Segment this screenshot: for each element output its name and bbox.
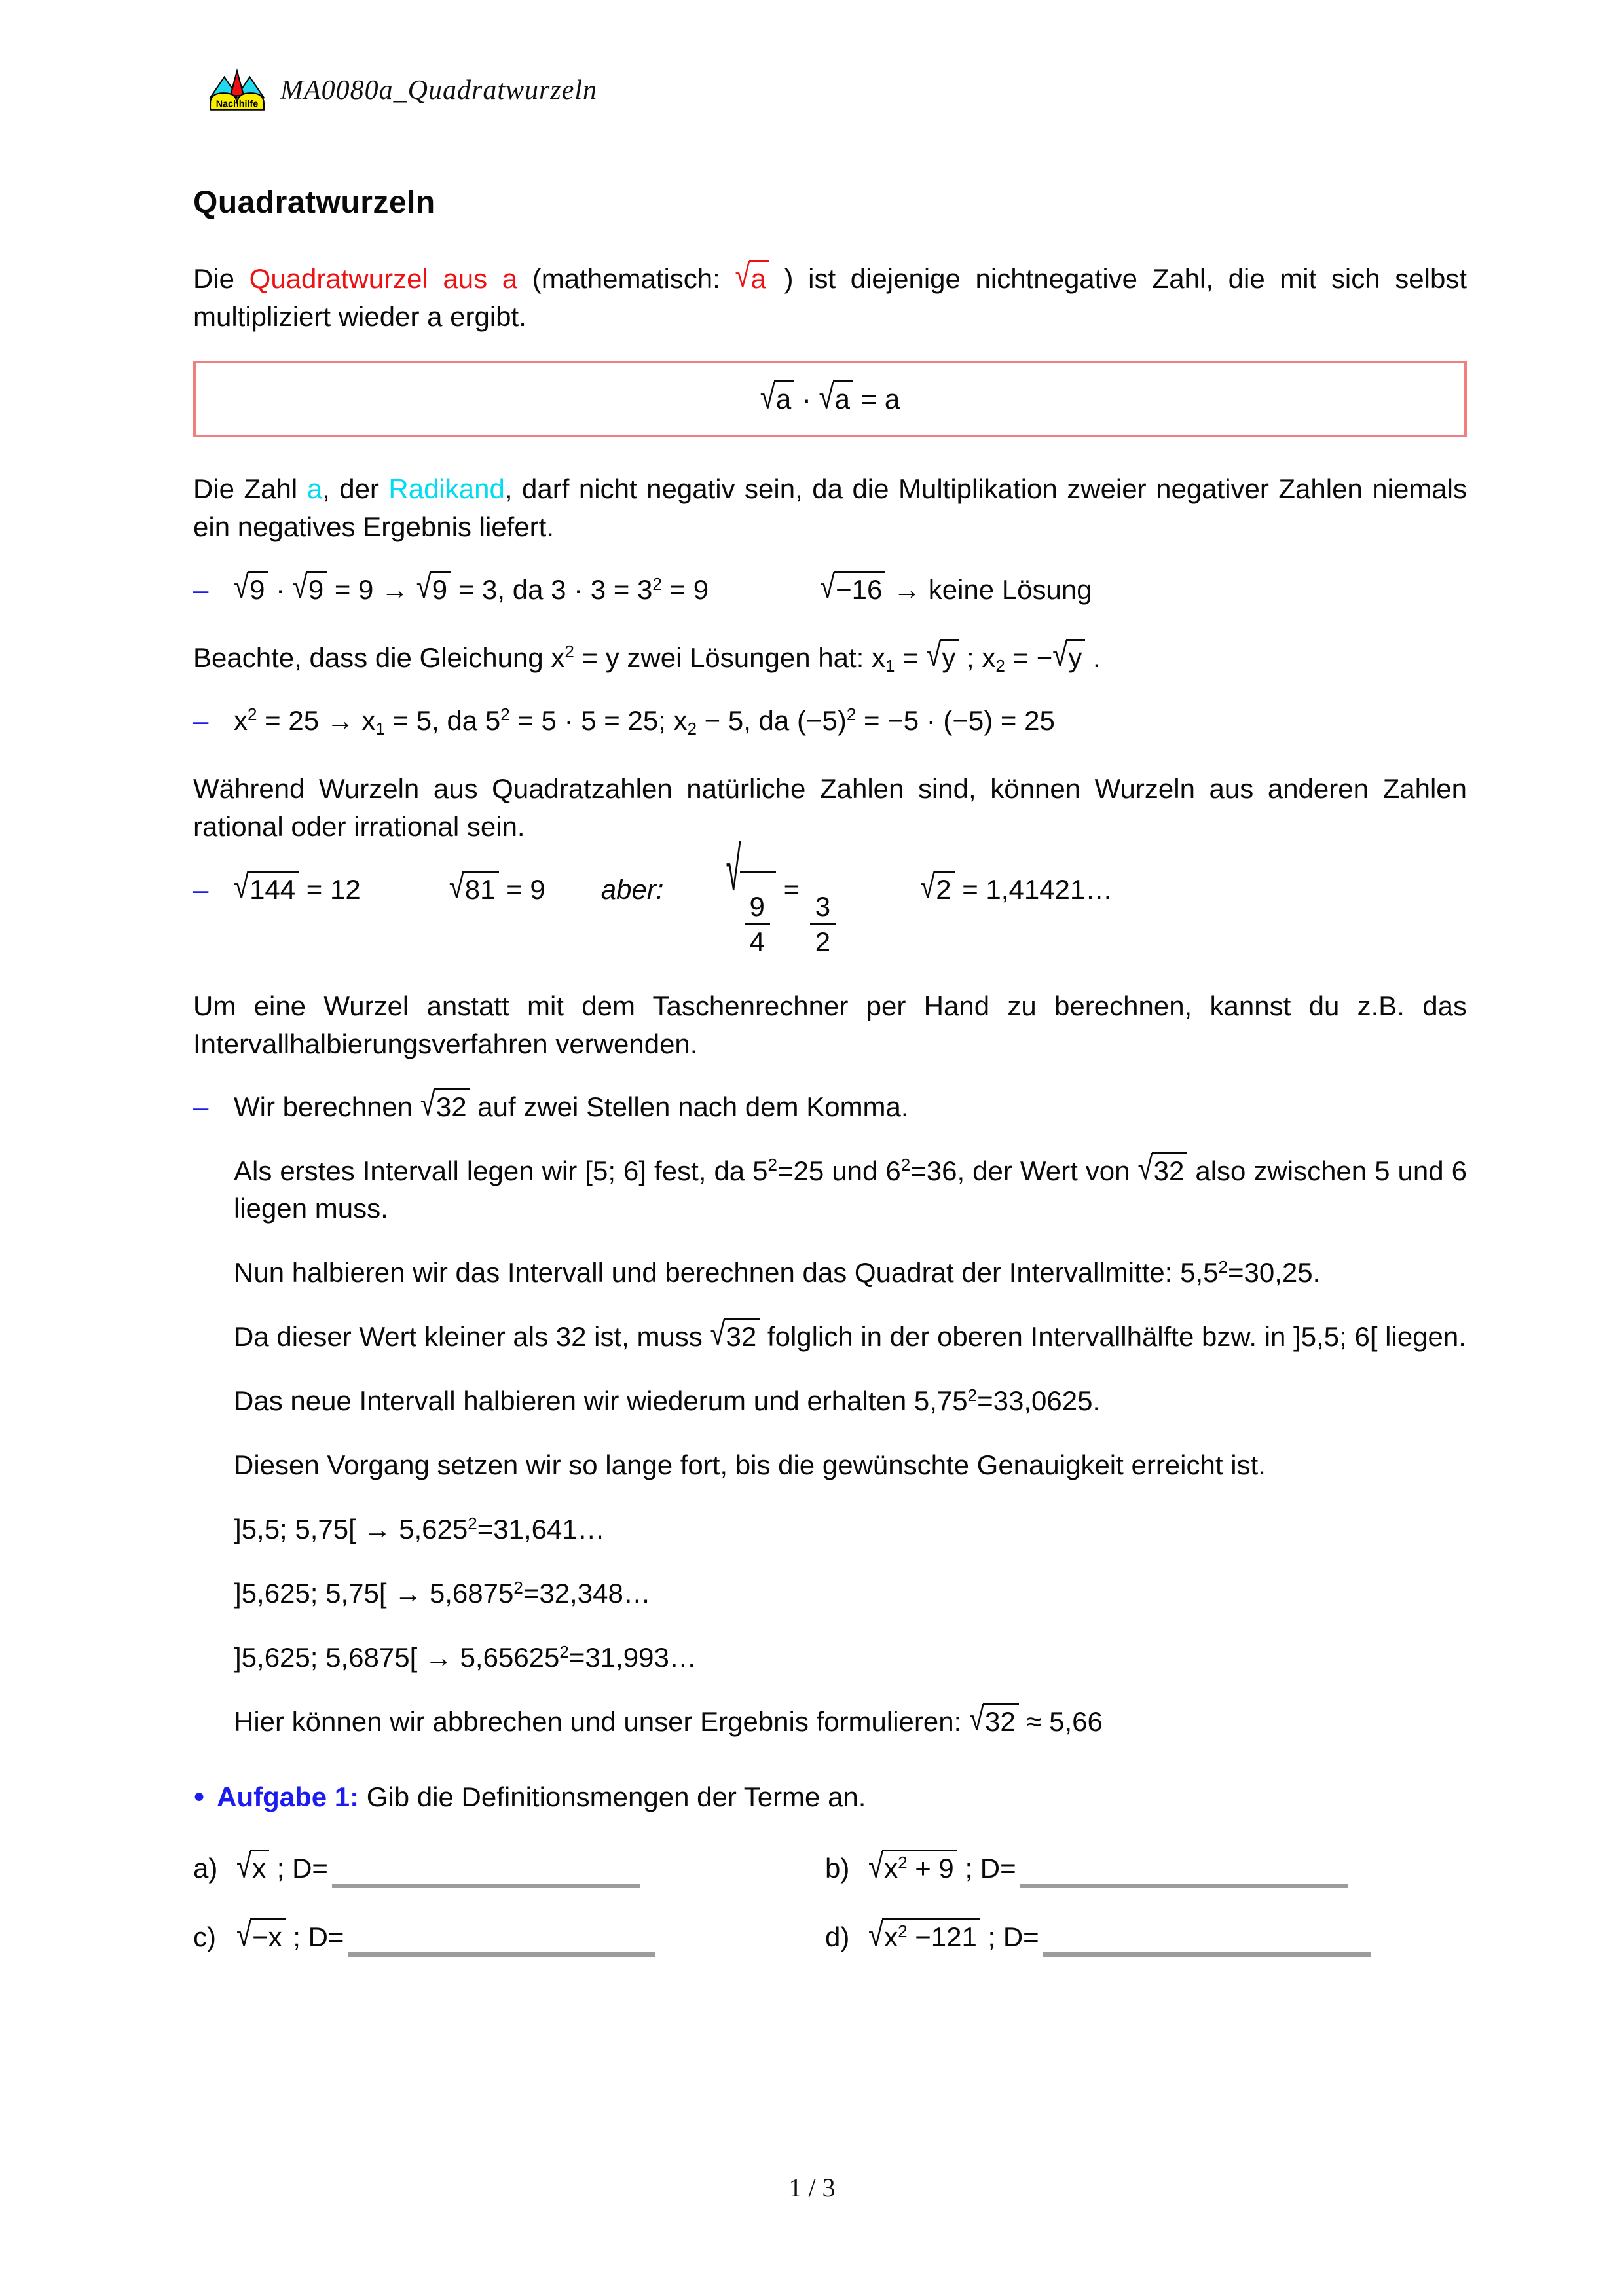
step-interval-1: ]5,5; $5,75[ \to 5,625^2=31,641\dots$ — [234, 1513, 605, 1545]
exercise-label: b) — [825, 1853, 850, 1884]
exercise-label: d) — [825, 1922, 850, 1953]
dash-bullet-icon: – — [193, 704, 209, 736]
nachhilfe-logo-icon — [208, 68, 266, 113]
step-berechnen-text: Wir berechnen √32 auf zwei Stellen nach dem Komma. — [234, 1084, 909, 1123]
example-sqrt9 — [193, 567, 1467, 609]
exercise-item-d — [825, 1915, 1467, 1954]
answer-blank-line — [1020, 1861, 1348, 1888]
text-segment: Aufgabe 1: — [217, 1781, 360, 1813]
step-halve-interval: Nun halbieren wir das Intervall und berechnen das Quadrat der Intervallmitte: $5,5^2=30,25$. — [234, 1257, 1321, 1288]
example-rational-irrational — [193, 833, 1467, 957]
step-repeat: Diesen Vorgang setzen wir so lange fort, bis die gewünschte Genauigkeit erreicht ist. — [234, 1449, 1266, 1481]
exercise-label: a) — [193, 1853, 218, 1884]
dash-bullet-icon: – — [193, 574, 209, 605]
formula-box: √a · √a = a — [193, 361, 1467, 437]
text-segment: ) ist diejenige nichtnegative Zahl, die mit sich selbst multipliziert wieder a ergibt. — [193, 263, 1467, 332]
example-rational-formula — [234, 833, 1113, 957]
exercise-term: √−x ; D= — [236, 1915, 344, 1954]
text-segment: aber: — [600, 873, 664, 905]
exercise-term: $√x^2 -121$ ; D= — [868, 1915, 1039, 1954]
page-number: 1 / 3 — [788, 2173, 836, 2202]
exercise-item-c — [193, 1915, 825, 1954]
step-interval-3: ]5,625; $5,6875[ \to 5,65625^2=31,993\dots$ — [234, 1641, 697, 1673]
page-title: Quadratwurzeln — [193, 185, 435, 220]
answer-blank-line — [1043, 1929, 1371, 1957]
text-segment: Quadratwurzel aus a — [249, 263, 518, 294]
text-segment: √ $\frac{9}{4}$ = $\frac{3}{2}$ — [726, 874, 838, 905]
content-column — [193, 185, 1467, 1953]
text-segment: (mathematisch: — [517, 263, 735, 294]
text-segment: √a — [735, 263, 769, 294]
text-segment: √144 = 12 — [234, 867, 361, 905]
exercise-term: √x ; D= — [236, 1846, 328, 1885]
example-sqrt9-formula — [234, 567, 1092, 609]
step-upper-half: Da dieser Wert kleiner als 32 ist, muss √32 folglich in der oberen Intervallhälfte bzw. in ]5,5; 6[ liegen. — [234, 1315, 1466, 1353]
text-segment: Die Zahl — [193, 473, 307, 504]
dash-bullet-icon: – — [193, 873, 209, 905]
text-segment: , der — [322, 473, 389, 504]
paragraph-beachte: Beachte, dass die Gleichung $x^2 = y$ zwei Lösungen hat: $x_1 = √y$ ; $x_2 = -√y$ . — [193, 635, 1101, 676]
text-segment: Gib die Definitionsmengen der Terme an. — [359, 1781, 866, 1813]
answer-blank-line — [348, 1929, 655, 1957]
exercise-item-a — [193, 1846, 825, 1885]
exercise-item-b — [825, 1846, 1467, 1885]
document-title-header: MA0080a_Quadratwurzeln — [280, 75, 597, 105]
text-segment: √81 = 9 — [449, 867, 545, 905]
aufgabe-1-text — [217, 1781, 866, 1813]
page-header — [208, 68, 597, 113]
text-segment: , darf nicht negativ sein, da die Multiplikation zweier negativer Zahlen niemals ein negatives Ergebnis liefert. — [193, 473, 1467, 542]
exercise-label: c) — [193, 1922, 216, 1953]
exercise-term: $√x^2 + 9$ ; D= — [868, 1846, 1016, 1885]
text-segment: √9 · √9 = 9 → √9 = 3, da $3 \cdot 3 = 3^2 = 9$ — [234, 567, 709, 606]
text-segment: a — [306, 473, 323, 504]
paragraph-intervallhalbierung: Um eine Wurzel anstatt mit dem Taschenrechner per Hand zu berechnen, kannst du z.B. das Intervallhalbierungsverfahren verwenden. — [193, 990, 1467, 1059]
step-interval-2: ]5,625; $5,75[ \to 5,6875^2=32,348\dots$ — [234, 1577, 651, 1609]
step-result: Hier können wir abbrechen und unser Ergebnis formulieren: √32 ≈ 5,66 — [234, 1700, 1103, 1738]
step-new-interval: Das neue Intervall halbieren wir wiederum und erhalten $5,75^2=33,0625$. — [234, 1385, 1101, 1417]
aufgabe-1-heading — [193, 1781, 1467, 1813]
text-segment: Radikand — [388, 473, 505, 504]
paragraph-waehrend: Während Wurzeln aus Quadratzahlen natürliche Zahlen sind, können Wurzeln aus anderen Zahlen rational oder irrational sein. — [193, 773, 1467, 842]
step-first-interval: Als erstes Intervall legen wir [5; 6] fest, da $5^2=25$ und $6^2=36$, der Wert von √32 also zwischen 5 und 6 liegen muss. — [234, 1148, 1467, 1224]
exercise-grid — [193, 1846, 1467, 1954]
paragraph-intro — [193, 257, 1467, 336]
example-x2-25 — [193, 702, 1467, 740]
text-segment: Die — [193, 263, 249, 294]
dash-bullet-icon: – — [193, 1091, 209, 1122]
text-segment: √2 = 1,41421… — [920, 867, 1113, 905]
interval-steps — [234, 1148, 1467, 1741]
answer-blank-line — [332, 1861, 640, 1888]
logo-text: Nachhilfe — [215, 99, 259, 110]
step-berechnen — [193, 1084, 1467, 1126]
paragraph-radikand — [193, 470, 1467, 546]
text-segment: √−16 → keine Lösung — [820, 567, 1092, 606]
example-x2-25-formula: $x^2 = 25 \to x_1 = 5$, da $5^2 = 5 \cdot 5 = 25$; $x_2 - 5$, da $(-5)^2 = -5 \cdot (-5) = 25$ — [234, 704, 1055, 738]
bullet-icon: ● — [193, 1785, 206, 1808]
